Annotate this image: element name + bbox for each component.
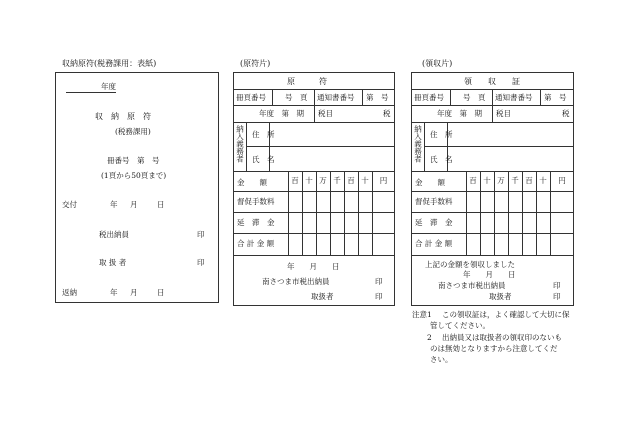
- note2-prefix: 2: [427, 333, 432, 342]
- rcpt-reminder-fee: 督促手数料: [415, 197, 453, 206]
- issued-month: 月: [130, 200, 138, 209]
- rcpt-digit-ten-man: 十: [483, 176, 491, 185]
- note2-line2: のは無効となりますから注意してくだ: [430, 344, 558, 353]
- rcpt-digit-thousand: 千: [511, 176, 519, 185]
- rcpt-number: 第 号: [544, 93, 567, 102]
- cover-handler: 取 扱 者: [99, 258, 127, 267]
- orig-address: 住 所: [252, 130, 275, 139]
- orig-handler-seal: 印: [375, 292, 383, 301]
- note1-line2: 管してください。: [430, 321, 490, 330]
- rcpt-total: 合 計 金 額: [415, 239, 453, 248]
- orig-digit-ten-man: 十: [305, 176, 313, 185]
- rcpt-collector: 南さつま市税出納員: [438, 281, 506, 290]
- orig-page: 号 頁: [285, 93, 308, 102]
- orig-digit-yen: 円: [379, 176, 388, 185]
- orig-late-fee: 延 滞 金: [237, 218, 275, 227]
- orig-date: 年 月 日: [287, 262, 340, 271]
- cover-tax-collector: 税出納員: [99, 230, 129, 239]
- orig-name: 氏 名: [252, 155, 275, 164]
- cover-collector-seal: 印: [197, 230, 205, 239]
- orig-digit-hundred: 百: [347, 176, 355, 185]
- rcpt-notice-number: 通知書番号: [495, 93, 533, 102]
- orig-amount: 金 額: [237, 178, 267, 187]
- issued-year: 年: [110, 200, 118, 209]
- note2-line3: さい。: [430, 355, 453, 364]
- orig-total: 合 計 金 額: [237, 239, 275, 248]
- orig-digit-man: 万: [319, 176, 327, 185]
- cover-panel: [55, 72, 219, 303]
- rcpt-handler: 取扱者: [489, 292, 512, 301]
- orig-notice-number: 通知書番号: [317, 93, 355, 102]
- orig-page-number: 冊頁番号: [236, 93, 266, 102]
- rcpt-amount: 金 額: [415, 178, 445, 187]
- rcpt-tax: 税: [562, 109, 570, 118]
- rcpt-received-text: 上記の金額を領収しました: [425, 260, 515, 269]
- rcpt-handler-seal: 印: [553, 292, 561, 301]
- rcpt-digit-yen: 円: [558, 176, 566, 185]
- rcpt-digit-hundred: 百: [525, 176, 533, 185]
- cover-caption: 収納原符(税務課用：表紙): [62, 59, 157, 68]
- returned-month: 月: [130, 288, 138, 297]
- year-underline: [66, 92, 116, 93]
- orig-payer: 納入義務者: [235, 125, 245, 163]
- orig-tax: 税: [383, 109, 391, 118]
- issued-label: 交付: [62, 200, 77, 209]
- orig-tax-item: 税目: [318, 109, 333, 118]
- issued-day: 日: [157, 200, 165, 209]
- note1-prefix: 注意1: [412, 310, 432, 319]
- orig-digit-thousand: 千: [333, 176, 341, 185]
- rcpt-name: 氏 名: [430, 155, 453, 164]
- rcpt-fiscal-year: 年度 第 期: [437, 109, 482, 118]
- receipt-title: 領 収 証: [464, 77, 520, 86]
- orig-digit-ten: 十: [361, 176, 369, 185]
- orig-digit-hundred-man: 百: [291, 176, 299, 185]
- cover-handler-seal: 印: [197, 258, 205, 267]
- cover-title: 収 納 原 符: [95, 112, 151, 121]
- returned-year: 年: [110, 288, 118, 297]
- rcpt-late-fee: 延 滞 金: [415, 218, 453, 227]
- orig-collector: 南さつま市税出納員: [262, 277, 330, 286]
- orig-reminder-fee: 督促手数料: [237, 197, 275, 206]
- orig-number: 第 号: [366, 93, 389, 102]
- rcpt-digit-hundred-man: 百: [469, 176, 477, 185]
- receipt-caption: (領収片): [422, 59, 453, 68]
- rcpt-date: 年 月 日: [463, 270, 516, 279]
- orig-handler: 取扱者: [311, 292, 334, 301]
- orig-fiscal-year: 年度 第 期: [259, 109, 304, 118]
- book-number: 冊番号 第 号: [107, 156, 160, 165]
- rcpt-payer: 納入義務者: [413, 125, 423, 163]
- cover-year-label: 年度: [101, 82, 116, 91]
- page-range: (1頁から50頁まで): [101, 171, 167, 180]
- cover-subtitle: (税務課用): [115, 127, 151, 136]
- note1-line1: この領収証は，よく確認して大切に保: [442, 310, 570, 319]
- returned-label: 返納: [62, 288, 77, 297]
- rcpt-digit-man: 万: [497, 176, 505, 185]
- orig-collector-seal: 印: [375, 277, 383, 286]
- rcpt-page: 号 頁: [463, 93, 486, 102]
- rcpt-collector-seal: 印: [553, 281, 561, 290]
- original-title: 原 符: [287, 77, 327, 86]
- returned-day: 日: [157, 288, 165, 297]
- rcpt-tax-item: 税目: [496, 109, 511, 118]
- note2-line1: 出納員又は取扱者の領収印のないも: [442, 333, 562, 342]
- rcpt-address: 住 所: [430, 130, 453, 139]
- rcpt-digit-ten: 十: [539, 176, 547, 185]
- original-caption: (原符片): [240, 59, 271, 68]
- rcpt-page-number: 冊頁番号: [414, 93, 444, 102]
